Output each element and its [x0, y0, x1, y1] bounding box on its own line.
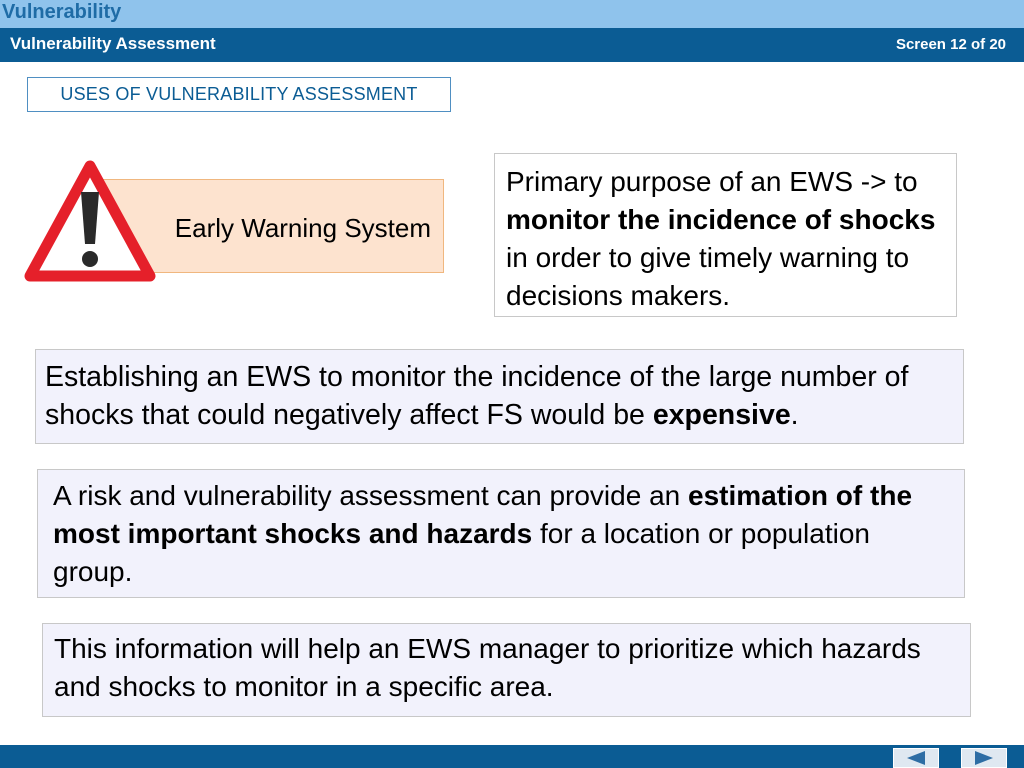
assessment-estimation-text: A risk and vulnerability assessment can provide an	[53, 480, 681, 511]
ews-label: Early Warning System	[174, 213, 431, 243]
section-heading: USES OF VULNERABILITY ASSESSMENT	[27, 77, 451, 112]
triangle-right-icon	[962, 749, 1006, 767]
navigation-bar	[0, 745, 1024, 768]
assessment-estimation-box	[37, 469, 965, 598]
ews-purpose-text: Primary purpose of an EWS -> to	[506, 166, 918, 197]
prioritize-box	[42, 623, 971, 717]
next-screen-button[interactable]	[961, 748, 1007, 768]
ews-cost-emphasis: expensive	[652, 399, 791, 431]
ews-purpose-emphasis: monitor the incidence of shocks	[506, 204, 936, 235]
triangle-left-icon	[894, 749, 938, 767]
ews-purpose-box	[494, 153, 957, 317]
ews-purpose-text-end: in order to give timely warning to decisions makers.	[506, 242, 910, 311]
course-title: Vulnerability	[2, 1, 122, 23]
ews-cost-text: Establishing an EWS to monitor the incidence of the large number of shocks that could negatively affect FS would be	[45, 361, 909, 431]
ews-cost-box	[35, 349, 964, 444]
prioritize-text: This information will help an EWS manager to prioritize which hazards and shocks to monitor in a specific area.	[54, 633, 921, 702]
course-title-bar	[0, 0, 1024, 28]
assessment-estimation-emphasis: estimation of the most important shocks and hazards	[53, 480, 913, 549]
warning-triangle-icon	[22, 158, 158, 284]
ews-cost-punctuation: .	[790, 399, 799, 431]
screen-counter: Screen 12 of 20	[895, 36, 1006, 53]
previous-screen-button[interactable]	[893, 748, 939, 768]
assessment-estimation-text-end: for a location or population group.	[53, 518, 870, 587]
module-title: Vulnerability Assessment	[10, 34, 216, 53]
